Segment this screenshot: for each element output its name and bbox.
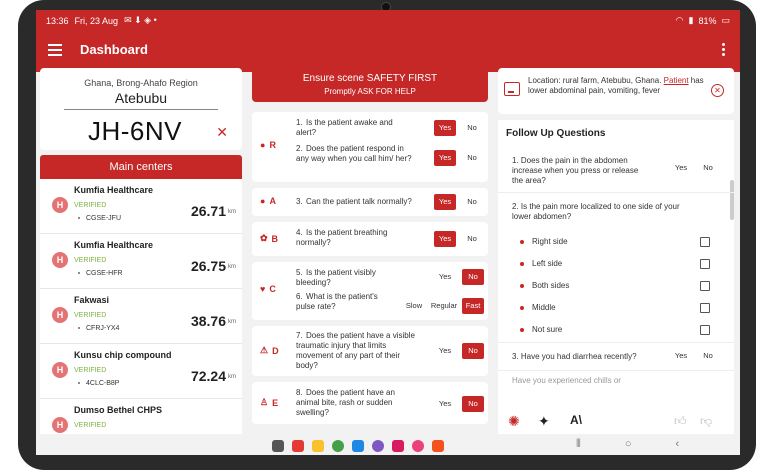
bullet-dot (78, 217, 80, 219)
safety-line-2: Promptly ASK FOR HELP (324, 87, 416, 96)
followup-question: 3. Have you had diarrhea recently? (512, 352, 637, 361)
anthropic-icon[interactable]: A\ (570, 413, 582, 427)
bullet-dot (78, 382, 80, 384)
head-icon: ● (260, 140, 266, 150)
distance-unit: km (228, 264, 236, 270)
phone-icon[interactable] (332, 440, 344, 452)
question-text: 6. What is the patient's pulse rate? (296, 292, 378, 311)
no-button[interactable]: No (467, 197, 477, 206)
signal-icon: ▮ (688, 15, 694, 25)
divider (498, 192, 734, 193)
section-label-e (260, 397, 278, 408)
messages-icon[interactable] (352, 440, 364, 452)
app-dock (272, 440, 444, 452)
verified-badge: VERIFIED (74, 312, 107, 319)
bullet-dot (78, 272, 80, 274)
center-code: CGSE-HFR (86, 270, 123, 277)
no-button[interactable]: No (467, 153, 477, 162)
card-exposure (252, 382, 488, 424)
pulse-fast-option[interactable]: Fast (462, 298, 484, 314)
option-label: Right side (532, 237, 568, 246)
center-name: Kunsu chip compound (74, 350, 172, 360)
followup-question-partial: Have you experienced chills or (512, 376, 621, 385)
bullet-dot (520, 284, 524, 288)
app-icon[interactable] (432, 440, 444, 452)
divider (498, 342, 734, 343)
status-bar (36, 10, 740, 30)
distance-unit: km (228, 374, 236, 380)
followup-question: 1. Does the pain in the abdomen increase when you press or release the area? (512, 156, 639, 185)
no-button[interactable]: No (467, 234, 477, 243)
followup-title: Follow Up Questions (506, 128, 606, 139)
center-name: Dumso Bethel CHPS (74, 405, 163, 415)
option-row (520, 280, 710, 294)
center-distance: 26.71 (190, 203, 226, 219)
recent-apps-icon[interactable]: ⦀ (576, 438, 581, 450)
section-label-b (260, 233, 278, 244)
center-distance: 38.76 (190, 313, 226, 329)
head-icon: ● (260, 196, 266, 206)
center-code: 4CLC-B8P (86, 380, 120, 387)
divider (498, 370, 734, 371)
option-checkbox[interactable] (700, 259, 710, 269)
option-row (520, 236, 710, 250)
option-row (520, 258, 710, 272)
battery-level: 81% (698, 15, 717, 26)
center-item[interactable] (40, 234, 242, 289)
option-checkbox[interactable] (700, 325, 710, 335)
system-nav-bar (36, 437, 740, 455)
app-icon[interactable] (292, 440, 304, 452)
person-icon: ♙ (260, 397, 269, 407)
distance-unit: km (228, 319, 236, 325)
app-bar (36, 30, 740, 72)
more-options-icon[interactable] (722, 43, 726, 57)
card-airway (252, 188, 488, 216)
option-checkbox[interactable] (700, 281, 710, 291)
option-row (520, 324, 710, 338)
yes-button[interactable]: Yes (434, 150, 456, 166)
status-time: 13:36 (46, 15, 69, 26)
right-column (498, 68, 734, 440)
notification-icons: ✉ ⬇ ◈ • (124, 15, 157, 25)
location-description: Location: rural farm, Atebubu, Ghana. Patient has lower abdominal pain, vomiting, fever (528, 76, 704, 95)
app-icon[interactable] (372, 440, 384, 452)
option-label: Middle (532, 303, 556, 312)
app-icon[interactable] (392, 440, 404, 452)
no-button[interactable]: No (703, 351, 713, 360)
bullet-dot (520, 240, 524, 244)
bullet-dot (78, 327, 80, 329)
yes-button[interactable]: Yes (674, 351, 688, 360)
question-text: 7. Does the patient have a visible traumatic injury that limits movement of any part of their body? (296, 331, 415, 370)
verified-badge: VERIFIED (74, 367, 107, 374)
thumbs-up-icon[interactable]: 👍︎ (674, 414, 687, 428)
option-checkbox[interactable] (700, 303, 710, 313)
hospital-icon: H (52, 197, 68, 213)
section-label-r (260, 140, 276, 150)
no-button[interactable]: No (467, 123, 477, 132)
no-button[interactable]: No (703, 163, 713, 172)
question-text: 4. Is the patient breathing normally? (296, 228, 388, 247)
followup-question: 2. Is the pain more localized to one side of your lower abdomen? (512, 202, 680, 221)
center-name: Kumfia Healthcare (74, 240, 154, 250)
option-label: Left side (532, 259, 563, 268)
location-info-card (498, 68, 734, 114)
openai-icon[interactable]: ✺ (508, 413, 520, 429)
no-button[interactable]: No (462, 269, 484, 285)
assessment-column (252, 68, 488, 440)
center-name: Fakwasi (74, 295, 110, 305)
center-distance: 72.24 (190, 368, 226, 384)
center-item[interactable] (40, 344, 242, 399)
option-checkbox[interactable] (700, 237, 710, 247)
section-letter: R (269, 140, 276, 150)
wifi-icon: ◠ (675, 15, 684, 25)
safety-line-1: Ensure scene SAFETY FIRST (302, 73, 438, 84)
left-column (40, 68, 242, 440)
home-icon[interactable]: ○ (624, 438, 632, 450)
center-item[interactable] (40, 179, 242, 234)
hospital-icon: H (52, 417, 68, 433)
center-code: CGSE-JFU (86, 215, 121, 222)
center-item[interactable] (40, 399, 242, 434)
app-grid-icon[interactable] (272, 440, 284, 452)
question-text: 8. Does the patient have an animal bite, rash or sudden swelling? (296, 388, 395, 417)
followup-panel (498, 120, 734, 408)
card-circulation (252, 262, 488, 320)
hospital-icon: H (52, 362, 68, 378)
center-distance: 26.75 (190, 258, 226, 274)
question-text: 2. Does the patient respond in any way when you call him/ her? (296, 144, 412, 163)
battery-icon: ▭ (721, 15, 730, 25)
clear-location-icon[interactable]: ✕ (216, 124, 228, 140)
page-title: Dashboard (80, 42, 148, 57)
section-label-a (260, 196, 276, 206)
back-icon[interactable]: ‹ (675, 438, 680, 450)
center-code: CFRJ-YX4 (86, 325, 120, 332)
map-icon (504, 82, 520, 96)
pulse-slow-option[interactable]: Slow (405, 301, 423, 310)
fallen-person-icon: ⚠ (260, 345, 269, 355)
hospital-icon: H (52, 307, 68, 323)
section-letter: A (269, 196, 276, 206)
ai-model-bar (498, 408, 734, 434)
close-circle-icon[interactable]: ✕ (711, 84, 724, 97)
center-name: Kumfia Healthcare (74, 185, 154, 195)
lungs-icon: ✿ (260, 233, 268, 243)
yes-button[interactable]: Yes (438, 399, 452, 408)
verified-badge: VERIFIED (74, 257, 107, 264)
yes-button[interactable]: Yes (434, 120, 456, 136)
location-card (40, 68, 242, 150)
section-letter: E (272, 397, 279, 408)
question-text: 3. Can the patient talk normally? (296, 197, 412, 206)
yes-button[interactable]: Yes (438, 272, 452, 281)
heart-icon: ♥ (260, 284, 266, 294)
yes-button[interactable]: Yes (434, 194, 456, 210)
option-label: Both sides (532, 281, 570, 290)
option-row (520, 302, 710, 316)
safety-banner (252, 68, 488, 102)
region-label: Ghana, Brong-Ahafo Region (84, 78, 198, 88)
app-icon[interactable] (312, 440, 324, 452)
flower-app-icon[interactable] (412, 440, 424, 452)
location-code: JH-6NV (88, 116, 183, 146)
gemini-sparkle-icon[interactable]: ✦ (538, 413, 550, 429)
no-button[interactable]: No (462, 396, 484, 412)
scrollbar[interactable] (730, 180, 734, 220)
pulse-regular-option[interactable]: Regular (430, 301, 458, 310)
section-letter: B (271, 233, 279, 244)
section-letter: C (269, 284, 276, 294)
card-responsiveness (252, 112, 488, 182)
section-label-d (260, 345, 279, 356)
section-label-c (260, 284, 276, 294)
distance-unit: km (228, 209, 236, 215)
bullet-dot (520, 262, 524, 266)
thumbs-down-icon[interactable]: 👎︎ (700, 414, 713, 428)
hospital-icon: H (52, 252, 68, 268)
yes-button[interactable]: Yes (674, 163, 688, 172)
card-disability (252, 326, 488, 376)
centers-list (40, 179, 242, 434)
center-item[interactable] (40, 289, 242, 344)
card-breathing (252, 222, 488, 256)
centers-header: Main centers (40, 155, 242, 179)
no-button[interactable]: No (462, 343, 484, 359)
question-text: 1. Is the patient awake and alert? (296, 118, 393, 137)
verified-badge: VERIFIED (74, 202, 107, 209)
verified-badge: VERIFIED (74, 422, 107, 429)
nav-keys (576, 438, 679, 451)
yes-button[interactable]: Yes (438, 346, 452, 355)
town-name: Atebubu (64, 90, 218, 110)
screen (36, 10, 740, 455)
option-label: Not sure (532, 325, 563, 334)
bullet-dot (520, 306, 524, 310)
status-date: Fri, 23 Aug (74, 15, 119, 26)
question-text: 5. Is the patient visibly bleeding? (296, 268, 376, 287)
bullet-dot (520, 328, 524, 332)
section-letter: D (272, 345, 279, 356)
hamburger-menu-icon[interactable] (48, 44, 62, 56)
yes-button[interactable]: Yes (434, 231, 456, 247)
